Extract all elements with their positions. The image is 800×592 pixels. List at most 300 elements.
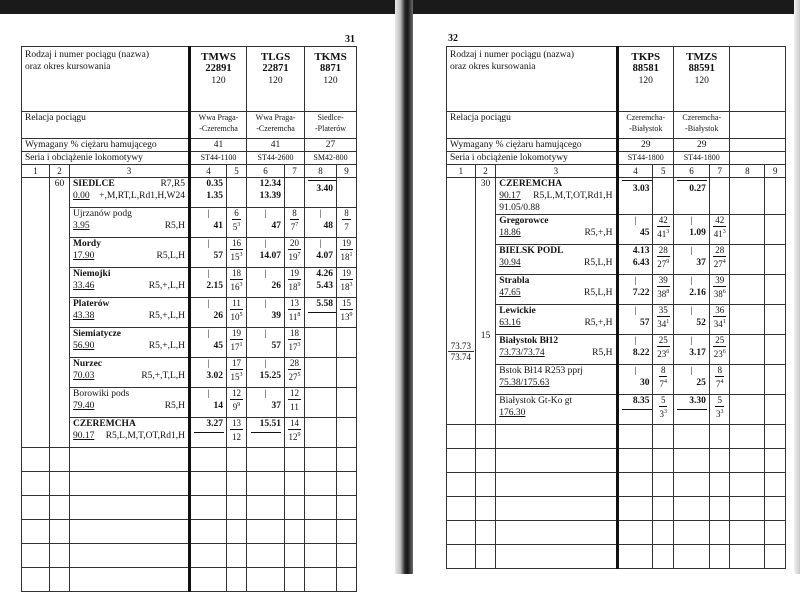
column-number: [22, 165, 50, 178]
run-time-cell: [285, 208, 305, 238]
station-name-line: [499, 215, 612, 227]
empty-cell: [285, 520, 305, 544]
run-time-denominator: [289, 250, 301, 263]
terminus-line: [308, 312, 337, 313]
relation-line: -Platerów: [314, 124, 347, 133]
run-time-numerator: 8: [292, 208, 297, 218]
station-codes: R5,+,L,H: [148, 281, 186, 291]
run-time-base: 12: [232, 432, 242, 442]
time-value: 2.15: [206, 281, 224, 291]
empty-row: [447, 545, 786, 569]
time-cell: [617, 365, 653, 395]
time-value: |: [264, 389, 267, 399]
run-time-numerator: 25: [715, 335, 725, 345]
station-name-line: [499, 245, 612, 257]
time-cell: [247, 298, 285, 328]
run-time-numerator: 17: [232, 358, 242, 368]
run-time-fraction: [656, 365, 670, 390]
run-time-cell: [653, 245, 674, 275]
time-value: |: [264, 359, 267, 369]
empty-cell: [50, 496, 70, 520]
run-time-denominator: [232, 430, 241, 443]
run-time-denominator: [231, 370, 243, 383]
station-km-line: [73, 280, 185, 292]
run-time-numerator: 20: [290, 238, 300, 248]
run-time-denominator: [289, 280, 301, 293]
empty-cell: [190, 520, 227, 544]
empty-row: [447, 449, 786, 473]
label-line: Relacja pociągu: [450, 113, 511, 123]
run-time-cell: [709, 365, 730, 395]
run-time-denominator: [657, 287, 669, 300]
run-time-denominator: [291, 220, 299, 233]
time-value: 8.22: [632, 348, 650, 358]
empty-cell: [247, 448, 285, 472]
time-value: |: [634, 276, 637, 286]
column-number-text: 4: [633, 166, 638, 176]
station-row: [22, 298, 357, 328]
run-time-fraction: [230, 238, 243, 263]
loco-value: ST44-1800: [683, 153, 720, 162]
station-row: [22, 388, 357, 418]
station-km: 79.40: [73, 401, 95, 411]
time-value: |: [319, 209, 322, 219]
time-value: |: [207, 299, 210, 309]
run-time-base: 15: [230, 252, 240, 262]
train-speed: 120: [268, 76, 283, 86]
run-time-fraction: [713, 275, 727, 300]
run-time-fraction-sup: 3: [239, 372, 243, 378]
station-name-line: [499, 395, 612, 407]
train-header-2: [305, 47, 357, 112]
time-value: 15.25: [259, 371, 282, 381]
empty-cell: [50, 520, 70, 544]
column-number-text: 8: [745, 166, 750, 176]
station-cell: [70, 178, 190, 208]
page-number: 31: [345, 34, 355, 45]
run-time-denominator: [289, 430, 301, 443]
empty-cell: [22, 520, 50, 544]
run-time-numerator: 18: [290, 328, 300, 338]
run-time-cell: [709, 305, 730, 335]
run-time-numerator: 13: [290, 298, 300, 308]
time-cell: [673, 178, 709, 215]
empty-cell: [730, 425, 765, 449]
empty-cell: [337, 448, 357, 472]
run-time-cell: [709, 178, 730, 215]
time-value: |: [690, 216, 693, 226]
brake-value: 29: [696, 140, 707, 150]
time-cell: [673, 395, 709, 425]
run-time-base: 34: [713, 319, 723, 329]
run-time-fraction-sup: 1: [349, 252, 353, 258]
train-header-2: [730, 47, 786, 112]
run-time-denominator: [289, 370, 301, 383]
run-time-base: 10: [230, 312, 240, 322]
train-type: TLGS: [260, 51, 291, 63]
run-time-fraction: [656, 305, 670, 330]
station-cell: [70, 388, 190, 418]
train-brake-2: [730, 139, 786, 152]
station-name: Nurzec: [73, 359, 103, 369]
run-time-base: 7: [290, 222, 296, 232]
label-line: Rodzaj i numer pociągu (nazwa): [25, 50, 149, 60]
empty-cell: [22, 544, 50, 568]
label-relation: [22, 112, 190, 139]
run-time-fraction: [288, 388, 301, 413]
time-value: 1.35: [206, 191, 224, 201]
relation-line: Wwa Praga-: [198, 113, 239, 122]
column-number-text: 8: [318, 166, 323, 176]
run-time-denominator: [289, 340, 301, 353]
station-codes: R5,+,L,H: [148, 341, 186, 351]
time-value: |: [207, 269, 210, 279]
empty-cell: [673, 449, 709, 473]
run-time-numerator: 36: [715, 305, 725, 315]
time-cell: [305, 178, 337, 208]
station-cell: [70, 358, 190, 388]
station-cell: [496, 365, 617, 395]
empty-cell: [305, 448, 337, 472]
run-time-cell: [285, 388, 305, 418]
run-time-base: 11: [290, 402, 299, 412]
station-name-line: [499, 305, 612, 317]
station-name-line: [73, 328, 185, 340]
station-km-line: [499, 377, 612, 389]
run-time-base: 3: [659, 409, 664, 419]
station-name: Platerów: [73, 299, 110, 309]
time-value: 3.30: [689, 396, 706, 406]
run-time-base: 16: [230, 282, 240, 292]
run-time-numerator: 14: [290, 418, 300, 428]
station-km-line: [73, 430, 185, 442]
run-time-denominator: [657, 317, 669, 330]
run-time-base: 17: [230, 342, 240, 352]
empty-cell: [617, 545, 653, 569]
run-time-fraction-sup: 4: [722, 259, 726, 265]
time-cell: [617, 305, 653, 335]
run-time-fraction-sup: 6: [722, 349, 726, 355]
time-value: 0.35: [206, 179, 224, 189]
station-name: Siemiatycze: [73, 329, 122, 339]
station-km: 33.46: [73, 281, 95, 291]
time-value: 6.43: [632, 258, 650, 268]
empty-cell: [227, 448, 247, 472]
run-time-numerator: 39: [715, 275, 725, 285]
empty-cell: [475, 473, 496, 497]
run-time-cell: [337, 388, 357, 418]
time-value: 26: [213, 311, 224, 321]
relation-line: Czeremcha-: [626, 113, 666, 122]
run-time-numerator: 25: [658, 335, 668, 345]
empty-cell: [247, 544, 285, 568]
station-km: 63.16: [499, 318, 521, 328]
empty-cell: [22, 496, 50, 520]
run-time-cell: [709, 335, 730, 365]
brake-value: 27: [325, 140, 336, 150]
time-cell: [617, 275, 653, 305]
terminus-line: [622, 409, 652, 410]
empty-cell: [70, 472, 190, 496]
run-time-fraction-sup: 6: [722, 289, 726, 295]
column-number-text: 7: [717, 166, 722, 176]
run-time-cell: [653, 395, 674, 425]
empty-cell: [247, 496, 285, 520]
left-page: [0, 14, 395, 574]
empty-cell: [475, 521, 496, 545]
run-time-fraction-sup: 3: [722, 229, 726, 235]
station-codes: R5,H: [164, 221, 186, 231]
column-number: [617, 165, 653, 178]
run-time-cell: [709, 395, 730, 425]
train-number: 88581: [632, 63, 659, 74]
empty-cell: [709, 521, 730, 545]
run-time-numerator: 12: [290, 388, 300, 398]
empty-cell: [285, 568, 305, 592]
column-number-text: 3: [553, 166, 559, 176]
time-value: |: [207, 329, 210, 339]
empty-cell: [765, 178, 786, 215]
empty-row: [447, 521, 786, 545]
train-brake-1: [247, 139, 305, 152]
time-value: |: [264, 269, 267, 279]
station-km-line: [499, 287, 612, 299]
empty-cell: [337, 568, 357, 592]
junction-km: [448, 341, 474, 362]
empty-cell: [730, 545, 765, 569]
column-number-text: 9: [344, 166, 349, 176]
column-number: [227, 165, 247, 178]
train-number: 22891: [205, 63, 232, 74]
empty-row: [22, 496, 357, 520]
time-value: 5.58: [316, 299, 334, 309]
empty-cell: [617, 425, 653, 449]
empty-cell: [765, 545, 786, 569]
run-time-fraction: [230, 388, 243, 413]
empty-cell: [709, 425, 730, 449]
col1-cell: [22, 178, 50, 448]
run-time-numerator: 42: [715, 215, 725, 225]
empty-cell: [496, 425, 617, 449]
run-time-cell: [337, 238, 357, 268]
run-time-numerator: 16: [232, 238, 242, 248]
run-time-base: 38: [657, 289, 667, 299]
train-speed: 120: [694, 76, 709, 86]
empty-cell: [496, 497, 617, 521]
time-cell: [305, 328, 337, 358]
empty-cell: [70, 448, 190, 472]
station-row: [22, 268, 357, 298]
label-text: Wymagany % ciężaru hamującego: [450, 140, 582, 150]
run-time-fraction: [656, 215, 670, 240]
empty-cell: [730, 521, 765, 545]
empty-cell: [22, 472, 50, 496]
empty-cell: [765, 521, 786, 545]
run-time-denominator: [290, 400, 299, 413]
empty-cell: [285, 472, 305, 496]
run-time-fraction-sup: 9: [237, 402, 241, 408]
run-time-cell: [337, 358, 357, 388]
empty-row: [22, 544, 357, 568]
run-time-cell: [285, 178, 305, 208]
empty-cell: [673, 473, 709, 497]
station-km-line: [73, 220, 185, 232]
time-value: 3.27: [206, 419, 224, 429]
column-number: [653, 165, 674, 178]
time-cell: [673, 335, 709, 365]
run-time-base: 34: [657, 319, 667, 329]
time-cell: [617, 335, 653, 365]
run-time-fraction-sup: 8: [666, 289, 670, 295]
speed-change-value: 15: [480, 331, 491, 341]
station-codes: R5,+,L,H: [148, 311, 186, 321]
station-name: Lewickie: [499, 306, 536, 316]
timetable-right: [446, 46, 786, 569]
empty-cell: [765, 395, 786, 425]
column-number: [285, 165, 305, 178]
station-cell: [496, 395, 617, 425]
time-value: |: [264, 209, 267, 219]
run-time-denominator: [233, 400, 241, 413]
empty-cell: [617, 449, 653, 473]
empty-cell: [765, 305, 786, 335]
run-time-numerator: 39: [658, 275, 668, 285]
empty-cell: [70, 568, 190, 592]
time-value: |: [690, 336, 693, 346]
junction-km-a: 73.73: [448, 341, 474, 352]
max-speed-value: 30: [480, 179, 491, 189]
empty-cell: [227, 472, 247, 496]
station-km-line: [499, 257, 612, 269]
time-value: 37: [696, 258, 706, 268]
run-time-base: 12: [288, 432, 298, 442]
station-cell: [70, 298, 190, 328]
run-time-fraction-sup: 9: [297, 282, 301, 288]
station-name-line: [499, 335, 612, 347]
station-name-line: [73, 418, 185, 430]
run-time-numerator: 6: [234, 208, 239, 218]
header-train-row: [22, 47, 357, 112]
header-relation-row: [447, 112, 786, 139]
column-number: [496, 165, 617, 178]
run-time-fraction: [288, 268, 301, 293]
train-loco-2: [730, 152, 786, 165]
run-time-fraction: [288, 328, 301, 353]
empty-cell: [673, 521, 709, 545]
time-cell: [190, 418, 227, 448]
time-cell: [673, 365, 709, 395]
time-cell: [247, 388, 285, 418]
time-cell: [673, 245, 709, 275]
run-time-cell: [337, 268, 357, 298]
run-time-denominator: [714, 317, 726, 330]
run-time-numerator: 28: [290, 358, 300, 368]
column-number: [447, 165, 476, 178]
empty-cell: [227, 520, 247, 544]
time-value: 39: [271, 311, 282, 321]
time-value: |: [690, 276, 693, 286]
time-cell: [305, 358, 337, 388]
station-name: SIEDLCE: [73, 179, 115, 189]
station-name-line: [499, 365, 612, 377]
station-name: Bstok Bł14 R253 pprj: [499, 366, 583, 376]
time-cell: [247, 358, 285, 388]
station-row: [447, 178, 786, 215]
station-km-line: [73, 250, 185, 262]
run-time-cell: [285, 238, 305, 268]
empty-cell: [730, 395, 765, 425]
empty-cell: [285, 544, 305, 568]
empty-cell: [730, 275, 765, 305]
empty-cell: [730, 305, 765, 335]
empty-cell: [475, 497, 496, 521]
column-number: [337, 165, 357, 178]
run-time-base: 19: [288, 252, 298, 262]
column-number-text: 4: [206, 166, 211, 176]
run-time-base: 18: [340, 252, 350, 262]
label-text: Seria i obciążenie lokomotywy: [25, 153, 143, 163]
timetable-left: [21, 46, 357, 592]
empty-cell: [447, 425, 476, 449]
run-time-base: 7: [659, 379, 664, 389]
station-name: Gregorowce: [499, 216, 549, 226]
empty-cell: [50, 544, 70, 568]
run-time-base: 15: [230, 372, 240, 382]
run-time-base: 27: [713, 259, 723, 269]
run-time-cell: [337, 208, 357, 238]
run-time-cell: [653, 335, 674, 365]
run-time-fraction-sup: 7: [295, 222, 299, 228]
label-line: Rodzaj i numer pociągu (nazwa): [450, 50, 574, 60]
empty-cell: [617, 521, 653, 545]
run-time-cell: [653, 365, 674, 395]
station-name: BIELSK PODL: [499, 246, 564, 256]
run-time-denominator: [714, 287, 726, 300]
time-cell: [190, 238, 227, 268]
station-km-line: [499, 347, 612, 359]
station-cell: [496, 305, 617, 335]
empty-cell: [673, 545, 709, 569]
time-value: |: [690, 246, 693, 256]
time-value: 4.07: [316, 251, 334, 261]
run-time-base: 38: [713, 289, 723, 299]
loco-value: ST44-1800: [627, 153, 664, 162]
run-time-fraction: [288, 358, 301, 383]
terminus-line: [308, 180, 337, 181]
time-value: 3.40: [316, 184, 334, 194]
run-time-cell: [653, 275, 674, 305]
run-time-numerator: 5: [660, 395, 666, 405]
empty-row: [22, 448, 357, 472]
empty-cell: [765, 275, 786, 305]
empty-row: [447, 473, 786, 497]
station-cell: [496, 178, 617, 215]
column-number: [475, 165, 496, 178]
empty-cell: [765, 245, 786, 275]
empty-cell: [227, 568, 247, 592]
run-time-denominator: [231, 280, 243, 293]
train-type: TKPS: [631, 51, 661, 63]
train-loco-2: [305, 152, 357, 165]
time-value: 57: [213, 251, 224, 261]
loco-value: SM42-800: [313, 153, 348, 162]
time-cell: [617, 395, 653, 425]
column-number: [50, 165, 70, 178]
empty-cell: [617, 473, 653, 497]
run-time-fraction-sup: 3: [237, 222, 241, 228]
run-time-numerator: 19: [342, 238, 352, 248]
time-value: 48: [323, 221, 334, 231]
